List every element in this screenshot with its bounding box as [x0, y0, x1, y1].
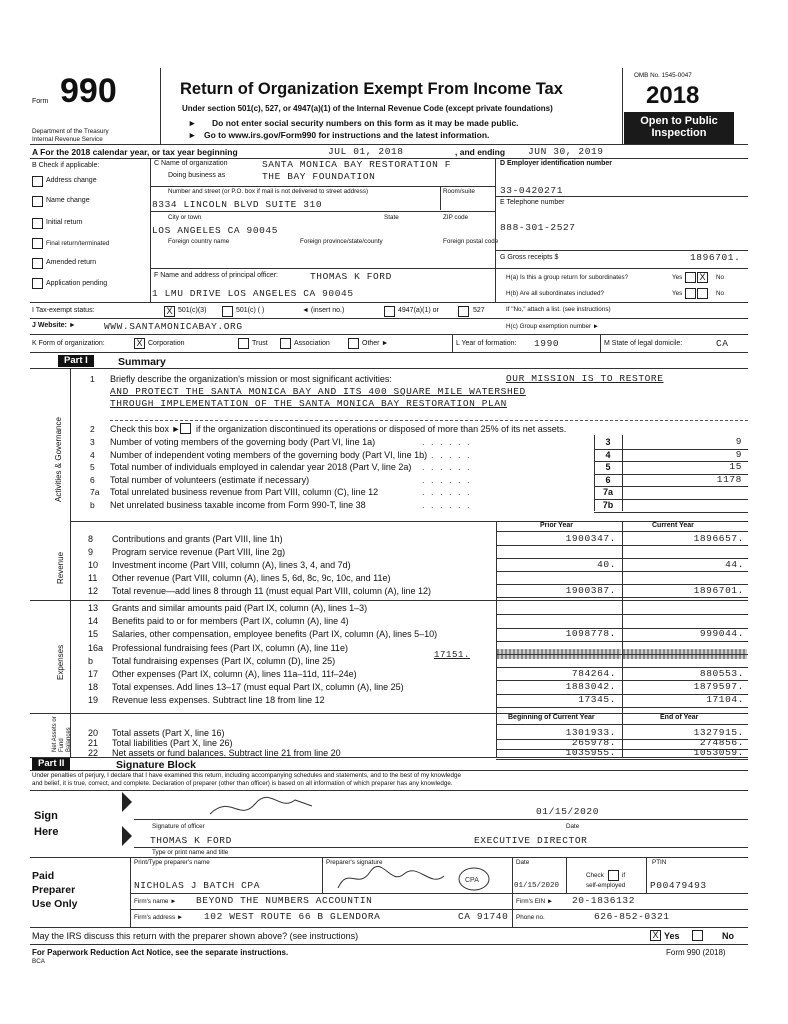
omb-number: OMB No. 1545-0047	[634, 72, 692, 79]
gov-row-box: 5	[605, 462, 611, 473]
org-name: SANTA MONICA BAY RESTORATION F	[262, 159, 452, 170]
phone-value: 888-301-2527	[500, 222, 576, 233]
street-label: Number and street (or P.O. box if mail is not delivered to street address)	[168, 188, 369, 195]
city-label: City or town	[168, 214, 202, 221]
gov-row-box: 3	[605, 437, 611, 447]
gov-row-box: 4	[605, 449, 611, 460]
corporation-label: Corporation	[148, 340, 185, 347]
line-2-num: 2	[90, 424, 95, 434]
exp-row-text: Revenue less expenses. Subtract line 18 from line 12	[112, 695, 325, 706]
rev-row-num: 9	[88, 547, 94, 557]
exp-row-num: 15	[88, 629, 99, 640]
and-ending-label: , and ending	[455, 147, 506, 157]
insert-no-label: ◄ (insert no.)	[302, 307, 345, 314]
page-title: Return of Organization Exempt From Income Tax	[180, 80, 563, 98]
rev-row-num: 11	[88, 573, 98, 583]
firm-address-label: Firm's address ►	[134, 914, 184, 921]
address-change-checkbox[interactable]	[32, 176, 43, 187]
no-label: No	[716, 274, 725, 281]
paid-label: Paid	[32, 870, 55, 882]
type-name-label: Type or print name and title	[152, 849, 229, 856]
mission-line-2: AND PROTECT THE SANTA MONICA BAY AND ITS 400 SQUARE MILE WATERSHED	[110, 386, 526, 397]
leader-dots: . . . . . .	[422, 449, 472, 460]
initial-return-label: Initial return	[46, 219, 83, 226]
gov-row-num: 4	[90, 449, 95, 460]
net-row-num: 21	[88, 737, 99, 748]
dept-treasury: Department of the Treasury	[32, 128, 109, 135]
firm-ein: 20-1836132	[572, 895, 636, 906]
application-pending-label: Application pending	[46, 280, 108, 287]
preparer-date-label: Date	[516, 859, 530, 866]
final-return-label: Final return/terminated	[46, 240, 110, 247]
prior-year-header: Prior Year	[540, 522, 573, 529]
mission-line-3: THROUGH IMPLEMENTATION OF THE SANTA MONICA BAY RESTORATION PLAN	[110, 398, 507, 409]
net-row-num: 22	[88, 747, 99, 758]
net-row-text: Net assets or fund balances. Subtract line 21 from line 20	[112, 747, 341, 758]
exp-current-value: 1879597.	[693, 681, 744, 693]
open-to-public-badge: Open to Public Inspection	[624, 112, 734, 144]
trust-checkbox[interactable]	[238, 338, 249, 349]
yes-label: Yes	[672, 290, 683, 297]
tax-year: 2018	[646, 82, 700, 109]
501c3-checkbox[interactable]: X	[164, 306, 175, 317]
officer-sign-date: 01/15/2020	[536, 806, 600, 817]
preparer-signature-label: Preparer's signature	[326, 859, 383, 866]
here-label: Here	[34, 826, 59, 838]
association-label: Association	[294, 340, 330, 347]
501c-checkbox[interactable]	[222, 306, 233, 317]
ssn-warning: Do not enter social security numbers on this form as it may be made public.	[212, 118, 519, 128]
gov-row-text: Total unrelated business revenue from Part VIII, column (C), line 12	[110, 487, 379, 498]
sign-arrow-icon	[122, 826, 132, 846]
ein-label: D Employer identification number	[500, 160, 613, 167]
domicile-state: CA	[716, 338, 729, 349]
name-change-label: Name change	[46, 197, 90, 204]
address-change-label: Address change	[46, 177, 97, 184]
group-return-question: H(a) Is this a group return for subordinates?	[506, 274, 629, 281]
tax-year-end: JUN 30, 2019	[528, 146, 604, 157]
line-1-text: Briefly describe the organization's mission or most significant activities:	[110, 374, 392, 384]
tax-year-begin: JUL 01, 2018	[328, 146, 404, 157]
preparer-date: 01/15/2020	[514, 882, 560, 890]
discuss-no-checkbox[interactable]	[692, 930, 703, 941]
exp-prior-value: 1098778.	[565, 628, 616, 640]
gov-row-text: Net unrelated business taxable income from Form 990-T, line 38	[110, 500, 366, 510]
gov-row-value: 9	[735, 448, 742, 460]
if-label: if	[622, 872, 626, 879]
net-current-value: 1053059.	[693, 746, 744, 758]
net-row-text: Total liabilities (Part X, line 26)	[112, 737, 233, 748]
exp-row-text: Total fundraising expenses (Part IX, column (D), line 25)	[112, 655, 336, 666]
exp-current-value: 999044.	[699, 628, 744, 640]
dba-name: THE BAY FOUNDATION	[262, 171, 376, 182]
section-b-label: B Check if applicable:	[32, 162, 100, 169]
other-checkbox[interactable]	[348, 338, 359, 349]
state-label: State	[384, 214, 399, 221]
exp-row-text: Benefits paid to or for members (Part IX, column (A), line 4)	[112, 616, 349, 627]
rev-row-text: Other revenue (Part VIII, column (A), lines 5, 6d, 8c, 9c, 10c, and 11e)	[112, 573, 391, 583]
rev-prior-value: 1900387.	[565, 585, 616, 596]
exp-prior-value: 784264.	[571, 668, 616, 679]
rev-row-num: 8	[88, 534, 94, 544]
form-number: 990	[60, 72, 117, 110]
firm-name-label: Firm's name ►	[134, 898, 177, 905]
net-current-value: 1327915.	[693, 727, 744, 738]
exp-row-text: Salaries, other compensation, employee benefits (Part IX, column (A), lines 5–10)	[112, 629, 438, 640]
fundraising-16b-value: 17151.	[434, 650, 471, 660]
corporation-checkbox[interactable]: X	[134, 338, 145, 349]
preparer-name: NICHOLAS J BATCH CPA	[134, 880, 261, 891]
rev-row-num: 12	[88, 586, 99, 596]
exp-row-text: Other expenses (Part IX, column (A), lines 11a–11d, 11f–24e)	[112, 669, 357, 679]
exp-row-text: Grants and similar amounts paid (Part IX, column (A), lines 1–3)	[112, 603, 368, 613]
side-label-expenses: Expenses	[56, 644, 65, 680]
form-of-org-label: K Form of organization:	[32, 340, 105, 347]
street-address: 8334 LINCOLN BLVD SUITE 310	[152, 199, 323, 210]
amended-return-checkbox[interactable]	[32, 258, 43, 269]
group-return-yes-checkbox[interactable]	[685, 272, 696, 283]
group-exemption-label: H(c) Group exemption number ►	[506, 323, 600, 330]
line-2-text: Check this box ►	[110, 424, 181, 434]
gross-receipts-value: 1896701.	[690, 252, 741, 263]
domicile-label: M State of legal domicile:	[604, 340, 683, 347]
association-checkbox[interactable]	[280, 338, 291, 349]
exp-row-num: 14	[88, 616, 99, 627]
rev-current-value: 44.	[725, 559, 744, 570]
net-current-value: 274856.	[699, 736, 744, 748]
gov-row-num: 3	[90, 437, 95, 447]
net-row-num: 20	[88, 728, 99, 738]
discontinued-checkbox[interactable]	[180, 423, 191, 434]
net-prior-value: 1301933.	[565, 727, 616, 738]
firm-name: BEYOND THE NUMBERS ACCOUNTIN	[196, 895, 373, 906]
exp-row-num: 16a	[88, 642, 104, 653]
discuss-no-label: No	[722, 931, 734, 941]
amended-return-label: Amended return	[46, 259, 97, 266]
end-year-header: End of Year	[660, 714, 699, 721]
subordinates-yes-checkbox[interactable]	[685, 288, 696, 299]
exp-row-num: 18	[88, 682, 99, 693]
attach-list-note: If "No," attach a list. (see instructions)	[506, 306, 611, 313]
gov-row-text: Number of voting members of the governing body (Part VI, line 1a)	[110, 437, 376, 447]
dba-label: Doing business as	[168, 172, 226, 179]
side-label-governance: Activities & Governance	[54, 417, 63, 502]
bca-label: BCA	[32, 958, 45, 965]
officer-signature	[200, 792, 320, 820]
firm-ein-label: Firm's EIN ►	[516, 898, 554, 905]
gov-row-text: Number of independent voting members of the governing body (Part VI, line 1b)	[110, 449, 428, 460]
preparer-ptin: P00479493	[650, 880, 707, 891]
exp-prior-value: 17345.	[578, 694, 616, 706]
discuss-yes-label: Yes	[664, 931, 680, 941]
part-i-title: Summary	[118, 356, 166, 368]
rev-prior-value: 1900347.	[565, 533, 616, 544]
application-pending-checkbox[interactable]	[32, 278, 43, 289]
leader-dots: . . . . . .	[422, 487, 472, 498]
mission-line-1: OUR MISSION IS TO RESTORE	[506, 373, 664, 384]
arrow-icon: ►	[188, 130, 197, 140]
group-return-no-checkbox[interactable]: X	[697, 272, 708, 283]
name-change-checkbox[interactable]	[32, 196, 43, 207]
side-label-net-assets: Net Assets or Fund Balances	[52, 716, 72, 752]
exp-row-text: Professional fundraising fees (Part IX, column (A), line 11e)	[112, 642, 348, 653]
city-state-zip: LOS ANGELES CA 90045	[152, 225, 279, 236]
part-ii-tag: Part II	[32, 758, 70, 770]
zip-label: ZIP code	[443, 214, 469, 221]
final-return-checkbox[interactable]	[32, 238, 43, 249]
officer-name: THOMAS K FORD	[150, 835, 232, 846]
rev-row-num: 10	[88, 560, 99, 570]
gov-row-value: 15	[729, 461, 742, 473]
year-formation-label: L Year of formation:	[456, 340, 517, 347]
501c3-label: 501(c)(3)	[178, 307, 207, 314]
officer-title: EXECUTIVE DIRECTOR	[474, 835, 588, 846]
subordinates-question: H(b) Are all subordinates included?	[506, 290, 605, 297]
subordinates-no-checkbox[interactable]	[697, 288, 708, 299]
527-checkbox[interactable]	[458, 306, 469, 317]
net-prior-value: 1035955.	[565, 746, 616, 758]
website-url[interactable]: WWW.SANTAMONICABAY.ORG	[104, 321, 243, 332]
527-label: 527	[473, 307, 485, 314]
gov-row-num: 7a	[90, 487, 100, 498]
preparer-label: Preparer	[32, 884, 76, 896]
501c-label: 501(c) ( )	[236, 307, 265, 314]
initial-return-checkbox[interactable]	[32, 218, 43, 229]
irs-link[interactable]: Go to www.irs.gov/Form990 for instructions and the latest information.	[204, 130, 490, 140]
gov-row-box: 7b	[602, 500, 614, 510]
4947-label: 4947(a)(1) or	[398, 307, 439, 314]
discuss-question: May the IRS discuss this return with the preparer shown above? (see instructions)	[32, 931, 359, 941]
leader-dots: . . . . . .	[422, 437, 472, 447]
use-only-label: Use Only	[32, 898, 78, 910]
firm-phone: 626-852-0321	[594, 911, 670, 922]
yes-label: Yes	[672, 274, 683, 281]
gov-row-value: 9	[735, 436, 742, 447]
exp-prior-value: 1883042.	[565, 681, 616, 693]
principal-officer-address: 1 LMU DRIVE LOS ANGELES CA 90045	[152, 288, 354, 299]
firm-state-zip: CA 91740	[458, 911, 509, 922]
net-prior-value: 265978.	[571, 736, 616, 748]
exp-row-num: 19	[88, 695, 99, 706]
foreign-postal-label: Foreign postal code	[443, 238, 499, 245]
firm-address: 102 WEST ROUTE 66 B GLENDORA	[204, 911, 381, 922]
exp-row-num: b	[88, 655, 94, 666]
net-row-text: Total assets (Part X, line 16)	[112, 728, 225, 738]
phone-no-label: Phone no.	[516, 914, 545, 921]
gross-receipts-label: G Gross receipts $	[500, 254, 559, 261]
exp-row-text: Total expenses. Add lines 13–17 (must equal Part IX, column (A), line 25)	[112, 682, 404, 693]
foreign-country-label: Foreign country name	[168, 238, 230, 245]
line-1-num: 1	[90, 374, 95, 384]
4947-checkbox[interactable]	[384, 306, 395, 317]
gov-row-box: 7a	[602, 487, 613, 498]
preparer-signature	[334, 862, 494, 894]
svg-text:CPA: CPA	[465, 877, 479, 884]
date-label: Date	[566, 823, 580, 830]
trust-label: Trust	[252, 340, 268, 347]
gov-row-num: 6	[90, 474, 95, 485]
paperwork-notice: For Paperwork Reduction Act Notice, see the separate instructions.	[32, 948, 289, 957]
leader-dots: . . . . . .	[422, 474, 472, 485]
preparer-name-label: Print/Type preparer's name	[134, 859, 210, 866]
gov-row-num: 5	[90, 462, 95, 473]
exp-current-value: 17104.	[706, 694, 744, 706]
signature-officer-label: Signature of officer	[152, 823, 205, 830]
ein-value: 33-0420271	[500, 185, 564, 196]
current-year-header: Current Year	[652, 522, 694, 529]
website-label: J Website: ►	[32, 322, 76, 329]
part-ii-title: Signature Block	[116, 759, 196, 771]
exp-row-num: 13	[88, 603, 99, 613]
line-a-label: A For the 2018 calendar year, or tax year beginning	[32, 147, 238, 157]
rev-prior-value: 40.	[597, 559, 616, 570]
discuss-yes-checkbox[interactable]: X	[650, 930, 661, 941]
rev-row-text: Program service revenue (Part VIII, line 2g)	[112, 547, 286, 557]
principal-officer-label: F Name and address of principal officer:	[154, 272, 278, 279]
subtitle: Under section 501(c), 527, or 4947(a)(1) of the Internal Revenue Code (except private foundations)	[182, 104, 553, 113]
form-footer: Form 990 (2018)	[666, 948, 726, 957]
self-employed-checkbox[interactable]	[608, 870, 619, 881]
leader-dots: . . . . . .	[422, 500, 472, 510]
perjury-line-1: Under penalties of perjury, I declare that I have examined this return, including accompanying schedules and statements, and to the best of my knowledge	[32, 772, 462, 779]
self-employed-label: self-employed	[586, 882, 626, 889]
gov-row-text: Total number of individuals employed in calendar year 2018 (Part V, line 2a)	[110, 462, 412, 473]
check-label: Check	[586, 872, 604, 879]
rev-row-text: Total revenue—add lines 8 through 11 (must equal Part VIII, column (A), line 12)	[112, 586, 431, 596]
rev-current-value: 1896657.	[693, 533, 744, 544]
form-word: Form	[32, 98, 49, 105]
tax-exempt-label: I Tax-exempt status:	[32, 307, 95, 314]
rev-row-text: Contributions and grants (Part VIII, line 1h)	[112, 534, 283, 544]
ptin-label: PTIN	[652, 859, 667, 866]
sign-arrow-icon	[122, 792, 132, 812]
gov-row-text: Total number of volunteers (estimate if necessary)	[110, 474, 310, 485]
sign-label: Sign	[34, 810, 58, 822]
gov-row-value: 1178	[716, 473, 742, 485]
arrow-icon: ►	[188, 118, 197, 128]
line-2-rest: if the organization discontinued its operations or disposed of more than 25% of its net assets.	[196, 424, 567, 434]
no-label: No	[716, 290, 725, 297]
side-label-revenue: Revenue	[56, 551, 65, 584]
phone-label: E Telephone number	[500, 199, 565, 206]
org-name-label: C Name of organization	[154, 160, 228, 167]
exp-row-num: 17	[88, 669, 99, 679]
year-formation: 1990	[534, 338, 560, 349]
room-label: Room/suite	[443, 188, 475, 195]
begin-year-header: Beginning of Current Year	[508, 714, 595, 721]
leader-dots: . . . . . .	[422, 462, 472, 473]
rev-row-text: Investment income (Part VIII, column (A), lines 3, 4, and 7d)	[112, 560, 351, 570]
gov-row-box: 6	[605, 474, 611, 485]
irs-service: Internal Revenue Service	[32, 136, 103, 143]
rev-current-value: 1896701.	[693, 585, 744, 596]
foreign-province-label: Foreign province/state/county	[300, 238, 383, 245]
principal-officer-name: THOMAS K FORD	[310, 271, 392, 282]
exp-current-value: 880553.	[699, 668, 744, 679]
part-i-tag: Part I	[58, 355, 94, 367]
perjury-line-2: and belief, it is true, correct, and complete. Declaration of preparer (other than officer) is based on all information of which preparer has any knowledge.	[32, 780, 453, 787]
gov-row-num: b	[90, 500, 95, 510]
other-label: Other ►	[362, 340, 389, 347]
